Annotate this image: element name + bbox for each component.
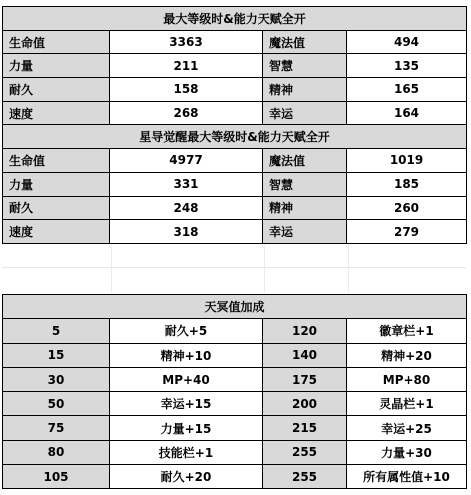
bonus-effect: MP+40 bbox=[110, 367, 263, 391]
stat-value: 211 bbox=[110, 54, 263, 78]
stat-label: 速度 bbox=[3, 101, 110, 125]
stats-max-title: 最大等级时&能力天赋全开 bbox=[3, 7, 467, 31]
threshold-value: 120 bbox=[263, 319, 347, 343]
table-row bbox=[3, 172, 467, 196]
bonus-header-row bbox=[3, 295, 467, 319]
stat-label: 幸运 bbox=[263, 220, 347, 244]
stat-value: 135 bbox=[347, 54, 467, 78]
stat-label: 生命值 bbox=[3, 149, 110, 173]
stats-max-header-row bbox=[3, 7, 467, 31]
stat-label: 智慧 bbox=[263, 172, 347, 196]
threshold-value: 30 bbox=[3, 367, 110, 391]
stat-value: 1019 bbox=[347, 149, 467, 173]
threshold-value: 15 bbox=[3, 343, 110, 367]
stat-label: 耐久 bbox=[3, 196, 110, 220]
bonus-effect: MP+80 bbox=[347, 367, 467, 391]
stat-value: 318 bbox=[110, 220, 263, 244]
threshold-value: 255 bbox=[263, 440, 347, 464]
table-row bbox=[3, 78, 467, 102]
table-row bbox=[3, 465, 467, 489]
gridline bbox=[111, 245, 112, 293]
stat-label: 精神 bbox=[263, 196, 347, 220]
stat-value: 3363 bbox=[110, 30, 263, 54]
stat-value: 279 bbox=[347, 220, 467, 244]
stat-label: 力量 bbox=[3, 54, 110, 78]
threshold-value: 80 bbox=[3, 440, 110, 464]
stat-label: 精神 bbox=[263, 78, 347, 102]
table-row bbox=[3, 319, 467, 343]
stat-label: 幸运 bbox=[263, 101, 347, 125]
threshold-value: 200 bbox=[263, 392, 347, 416]
stat-label: 魔法值 bbox=[263, 30, 347, 54]
stat-value: 248 bbox=[110, 196, 263, 220]
bonus-effect: 技能栏+1 bbox=[110, 440, 263, 464]
table-row bbox=[3, 101, 467, 125]
stats-table bbox=[2, 6, 467, 244]
threshold-value: 75 bbox=[3, 416, 110, 440]
stat-value: 185 bbox=[347, 172, 467, 196]
threshold-value: 5 bbox=[3, 319, 110, 343]
bonus-title: 天冥值加成 bbox=[3, 295, 467, 319]
threshold-value: 140 bbox=[263, 343, 347, 367]
stat-value: 494 bbox=[347, 30, 467, 54]
stat-value: 260 bbox=[347, 196, 467, 220]
table-row bbox=[3, 196, 467, 220]
bonus-effect: 徽章栏+1 bbox=[347, 319, 467, 343]
bonus-effect: 灵晶栏+1 bbox=[347, 392, 467, 416]
gridline bbox=[2, 267, 466, 268]
bonus-effect: 力量+30 bbox=[347, 440, 467, 464]
bonus-effect: 所有属性值+10 bbox=[347, 465, 467, 489]
table-row bbox=[3, 440, 467, 464]
stats-awaken-header-row bbox=[3, 125, 467, 149]
bonus-effect: 耐久+20 bbox=[110, 465, 263, 489]
threshold-value: 50 bbox=[3, 392, 110, 416]
table-row bbox=[3, 367, 467, 391]
empty-spreadsheet-gap bbox=[2, 245, 466, 293]
bonus-effect: 精神+10 bbox=[110, 343, 263, 367]
stat-value: 331 bbox=[110, 172, 263, 196]
stat-label: 魔法值 bbox=[263, 149, 347, 173]
table-row bbox=[3, 343, 467, 367]
table-row bbox=[3, 220, 467, 244]
stat-value: 158 bbox=[110, 78, 263, 102]
bonus-effect: 幸运+15 bbox=[110, 392, 263, 416]
stat-value: 4977 bbox=[110, 149, 263, 173]
stat-value: 165 bbox=[347, 78, 467, 102]
stats-awaken-title: 星导觉醒最大等级时&能力天赋全开 bbox=[3, 125, 467, 149]
threshold-value: 175 bbox=[263, 367, 347, 391]
table-row bbox=[3, 416, 467, 440]
table-row bbox=[3, 149, 467, 173]
gridline bbox=[348, 245, 349, 293]
stat-value: 164 bbox=[347, 101, 467, 125]
stat-label: 生命值 bbox=[3, 30, 110, 54]
stat-label: 力量 bbox=[3, 172, 110, 196]
threshold-value: 105 bbox=[3, 465, 110, 489]
bonus-table bbox=[2, 294, 467, 489]
stat-label: 速度 bbox=[3, 220, 110, 244]
bonus-effect: 精神+20 bbox=[347, 343, 467, 367]
stat-label: 耐久 bbox=[3, 78, 110, 102]
stat-value: 268 bbox=[110, 101, 263, 125]
threshold-value: 255 bbox=[263, 465, 347, 489]
gridline bbox=[264, 245, 265, 293]
table-row bbox=[3, 392, 467, 416]
threshold-value: 215 bbox=[263, 416, 347, 440]
table-row bbox=[3, 54, 467, 78]
stat-label: 智慧 bbox=[263, 54, 347, 78]
bonus-effect: 力量+15 bbox=[110, 416, 263, 440]
table-row bbox=[3, 30, 467, 54]
bonus-effect: 幸运+25 bbox=[347, 416, 467, 440]
bonus-effect: 耐久+5 bbox=[110, 319, 263, 343]
